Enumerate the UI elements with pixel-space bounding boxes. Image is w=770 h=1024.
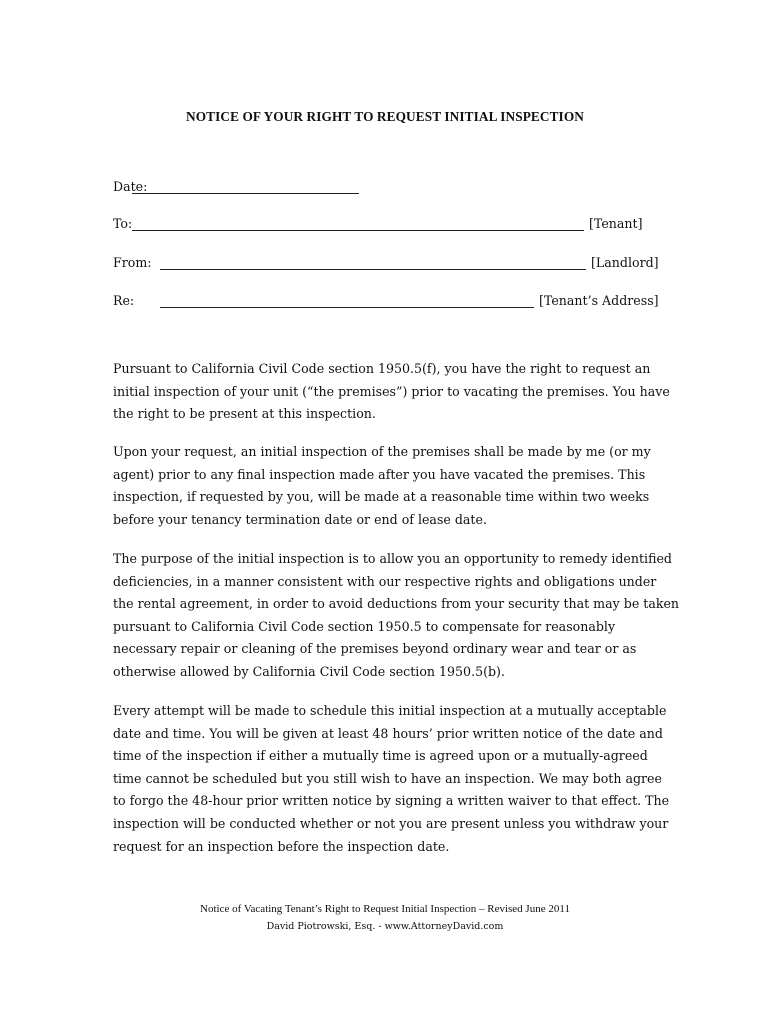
paragraph-line: Pursuant to California Civil Code section 1950.5(f), you have the right to request an: [113, 361, 651, 376]
paragraph-line: deficiencies, in a manner consistent with our respective rights and obligations under: [113, 573, 657, 589]
to-suffix: [Tenant]: [589, 216, 643, 231]
paragraph-inspection-purpose: [113, 548, 680, 684]
paragraph-line: the right to be present at this inspection.: [113, 406, 376, 422]
document-title: NOTICE OF YOUR RIGHT TO REQUEST INITIAL INSPECTION: [186, 109, 584, 124]
from-suffix: [Landlord]: [591, 255, 659, 270]
paragraph-line: Every attempt will be made to schedule this initial inspection at a mutually acceptable: [113, 703, 667, 718]
re-field: [113, 293, 659, 313]
paragraph-line: request for an inspection before the inspection date.: [113, 838, 450, 854]
paragraph-line: inspection, if requested by you, will be made at a reasonable time within two weeks: [113, 489, 650, 505]
paragraph-line: pursuant to California Civil Code section 1950.5 to compensate for reasonably: [113, 618, 616, 634]
re-blank-line: [160, 307, 534, 308]
re-label: Re:: [113, 293, 135, 308]
paragraph-line: time cannot be scheduled but you still wish to have an inspection. We may both agree: [113, 770, 662, 786]
paragraph-line: agent) prior to any final inspection made after you have vacated the premises. This: [113, 466, 646, 482]
paragraph-line: Upon your request, an initial inspection of the premises shall be made by me (or my: [113, 444, 651, 459]
paragraph-line: time of the inspection if either a mutually time is agreed upon or a mutually-agreed: [113, 748, 648, 764]
date-label: Date:: [113, 179, 148, 194]
from-field: [113, 255, 659, 275]
from-label: From:: [113, 255, 152, 270]
paragraph-line: inspection will be conducted whether or not you are present unless you withdraw your: [113, 815, 669, 831]
paragraph-line: otherwise allowed by California Civil Code section 1950.5(b).: [113, 663, 505, 679]
to-label: To:: [113, 216, 133, 231]
paragraph-line: The purpose of the initial inspection is to allow you an opportunity to remedy identified: [113, 551, 672, 566]
paragraph-line: the rental agreement, in order to avoid deductions from your security that may be taken: [113, 596, 680, 612]
paragraph-scheduling: [113, 700, 673, 858]
re-suffix: [Tenant’s Address]: [539, 293, 659, 308]
to-field: [113, 216, 653, 236]
date-blank-line: [132, 193, 359, 194]
paragraph-line: to forgo the 48-hour prior written notice by signing a written waiver to that effect. The: [113, 793, 670, 809]
paragraph-right-to-request: [113, 358, 673, 426]
paragraph-line: date and time. You will be given at least 48 hours’ prior written notice of the date and: [113, 725, 663, 741]
footer-attorney-line: David Piotrowski, Esq. - www.AttorneyDavid.com: [266, 921, 504, 932]
to-blank-line: [132, 230, 584, 231]
paragraph-line: before your tenancy termination date or end of lease date.: [113, 511, 487, 527]
paragraph-inspection-timing: [113, 441, 673, 531]
paragraph-line: initial inspection of your unit (“the premises”) prior to vacating the premises. You have: [113, 383, 670, 399]
date-field: [113, 179, 373, 199]
paragraph-line: necessary repair or cleaning of the premises beyond ordinary wear and tear or as: [113, 641, 637, 657]
footer-revision-line: Notice of Vacating Tenant’s Right to Request Initial Inspection – Revised June 2011: [200, 903, 570, 915]
from-blank-line: [160, 269, 586, 270]
